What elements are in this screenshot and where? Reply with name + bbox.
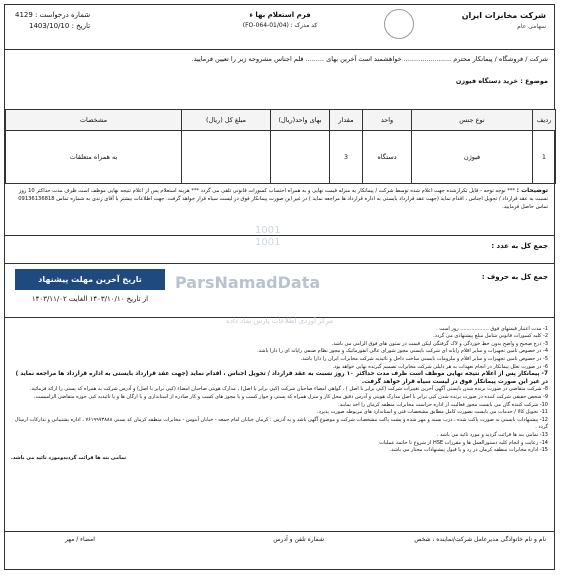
watermark-brand: ParsNamadData <box>175 273 321 292</box>
total-number-label: جمع کل به عدد : <box>491 242 548 250</box>
cell-total[interactable] <box>182 131 271 184</box>
term-item: 10- شرکت کننده گان می بایست مجوز فعالیت از اداره حراست مخابرات منطقه کرمان را اخذ نمایند. <box>338 401 548 408</box>
intro-line: شرکت / فروشگاه / پیمانکار محترم ....................... خواهشمند است آخرین بهای ......... قلم اجناس مشروحه زیر را تعیین فرمایید. <box>191 55 548 63</box>
inquiry-form <box>4 4 555 570</box>
request-info <box>15 11 90 33</box>
watermark-numbers <box>255 225 280 249</box>
col-header-unit: واحد <box>363 110 412 131</box>
footer-sign-label: امضاء / مهر <box>65 536 95 543</box>
cell-index: 1 <box>533 131 556 184</box>
cell-item: فیوژن <box>412 131 533 184</box>
notes-title: توضیحات : <box>516 187 548 194</box>
watermark-phone-1: 1001 <box>255 225 281 236</box>
col-header-item: نوع جنس <box>412 110 533 131</box>
form-title-block <box>205 11 355 29</box>
form-code: کد مدرک : (FO-064-01/04) <box>242 22 318 29</box>
company-logo-icon <box>384 9 414 39</box>
cell-unit-price[interactable] <box>271 131 330 184</box>
col-header-qty: مقدار <box>330 110 363 131</box>
cell-unit: دستگاه <box>363 131 412 184</box>
term-item: 9- شخص حقیقی شرکت کننده در صورت برنده شدن کپی برابر با اصل مدارک هویتی و آدرس دقیق محل کار و منزل همراه کد پستی و جواز کسب و یا مجوز های کسب و کار صادره از استانداری و یا ارگان ها و یا تائیدیه کپی حوزه متقاضی الزامیست. <box>34 393 548 400</box>
term-item: 12- پیشنهادات بایستی به صورت پاکت شده ، درب بسته و مهر شده و پشت پاکت مشخصات شرکت و موضوع آگهی باشد و به آدرس : کرمان خیابان امام جمعه - خیابان آیتوس - مخابرات منطقه کرمان کد پستی ۷۶۱۹۹۷۳۸۸۸ ، اداره پشتیبانی و تدارکات ارسال گردد . <box>14 416 548 431</box>
term-item: 3- درج صحیح و واضح بدون خط خوردگی و لاک گرفتگی لیکن قیمت در ستون های فوق الزامی می باشد. <box>331 340 548 347</box>
col-header-unit-price: بهای واحد(ریال) <box>271 110 330 131</box>
company-type: سهامی عام <box>517 23 546 30</box>
items-table <box>5 109 556 184</box>
terms-section <box>5 317 554 462</box>
terms-confirm: تمامی بند ها قرائت گردیدومورد تائید می باشد. <box>11 454 127 461</box>
form-header <box>5 5 554 50</box>
subject-line: موضوع : خرید دستگاه فیوزن <box>455 77 548 85</box>
footer-contact-label: شماره تلفن و آدرس <box>273 536 324 543</box>
total-words-label: جمع کل به حروف : <box>481 273 548 281</box>
col-header-specs: مشخصات <box>6 110 182 131</box>
deadline-block <box>15 269 165 303</box>
term-item: 2- کلیه کسورات قانونی شامل مبلغ پیشنهادی می گردد. <box>433 333 548 340</box>
col-header-total: مبلغ کل (ریال) <box>182 110 271 131</box>
term-item: 6- در صورت تعلل پیمانکار در انجام تعهدات به هر دلیلی شرکت مخابرات تصمیم گیرنده نهایی خواهد بود. <box>332 363 548 370</box>
term-item: 1- مدت اعتبار قیمتهای فوق .................. روز است . <box>436 325 548 332</box>
term-item: 5- در خصوص تامین تجهیزات و سایر اقلام و ملزومات بایستی ساخت داخل و تائیدیه شرکت مخابرات ایران را دارا باشد. <box>300 355 548 362</box>
term-item: 8- شرکت متقاضی در صورت برنده شدن بایستی آگهی آخرین تغییرات شرکت (کپی برابر با اصل ) ، گواهی امضاء صاحبان شرکت (کپی برابر با اصل) ، مدارک هویتی صاحبان امضاء (کپی برابر با اصل) و آدرس شرکت به همراه کد پستی را ارائه فرمائید. <box>29 386 548 393</box>
deadline-dates: از تاریخ ۱۴۰۳/۱۰/۱۰ الغایت ۱۴۰۳/۱۱/۰۲ <box>31 295 149 303</box>
term-item: 15- اداره مخابرات منطقه کرمان در رد و یا قبول پیشنهادات مختار می باشد. <box>389 447 548 454</box>
company-name: شرکت مخابرات ایران <box>461 11 546 20</box>
footer-name-label: نام و نام خانوادگی مدیرعامل شرکت/نماینده ، شخص <box>414 536 546 543</box>
term-item: 11- تحویل کالا / خدمات می بایست بصورت کامل مطابق مشخصات فنی و استاندارد های مربوطه صورت پذیرد. <box>317 409 548 416</box>
signature-footer <box>5 531 554 572</box>
cell-specs: به همراه متعلقات <box>6 131 182 184</box>
term-item-bold: 7- پیمانکار پس از اعلام نتیجه نهایی موظف است ظرف مدت حداکثر ۱۰ روز نسبت به عقد قرارداد / تحویل اجناس ، اقدام نماید (جهت عقد قرارداد بایستی به اداره قرارداد ها مراجعه نماید ) در غیر این صورت پیمانکار فوق در لیست سیاه قرار خواهد گرفت. <box>15 371 548 385</box>
request-number: شماره درخواست : 4129 <box>15 11 91 19</box>
term-item: 4- در خصوص تامین تجهیزات و سایر اقلام رایانه ای شرکت بایستی مجوز شورای عالی انفورماتیک و مجوز نظام صنفی رایانه ای را دارا باشد. <box>257 348 548 355</box>
notes-section <box>5 187 554 211</box>
term-item: 14- رعایت و انجام کلیه دستورالعمل ها و مقررات HSE از شروع تا خاتمه عملیات <box>379 439 548 446</box>
deadline-label: تاریخ آخرین مهلت پیشنهاد <box>15 269 165 290</box>
table-header-row <box>6 110 556 131</box>
col-header-index: ردیف <box>533 110 556 131</box>
term-item: 13- تمامی بند ها قرائت گردید و مورد تائید می باشد . <box>436 431 548 438</box>
notes-text: *** توجه توجه - فایل تکرارشده جهت اعلام شده توسط شرکت / پیمانکار به منزله قیمت نهایی و به همراه احتساب کسورات قانونی تلقی می گردد *** هزینه استعلام پس از اعلام نتیجه نهایی موظف است ظرف مدت حداکثر 10 روز نسبت به عقد قرارداد / تحویل اجناس ، اقدام نماید (جهت عقد قرارداد بایستی به اداره قرارداد ها مراجعه نماید ) در غیر این صورت پیمانکار فوق در لیست سیاه قرار خواهد گرفت. جهت اطلاعات بیشتر با آقای زندی به شماره تماس 09136136818 تماس حاصل فرمایید. <box>18 188 548 210</box>
watermark-line: مرکز آوردی اطلاعات پارس نماد داده <box>226 317 333 325</box>
cell-qty: 3 <box>330 131 363 184</box>
form-title: فرم استعلام بها ء <box>249 11 311 19</box>
company-block <box>462 11 546 30</box>
table-row <box>6 131 556 184</box>
watermark-phone-2: 1001 <box>255 237 281 248</box>
request-date: تاریخ : 1403/10/10 <box>28 22 91 30</box>
